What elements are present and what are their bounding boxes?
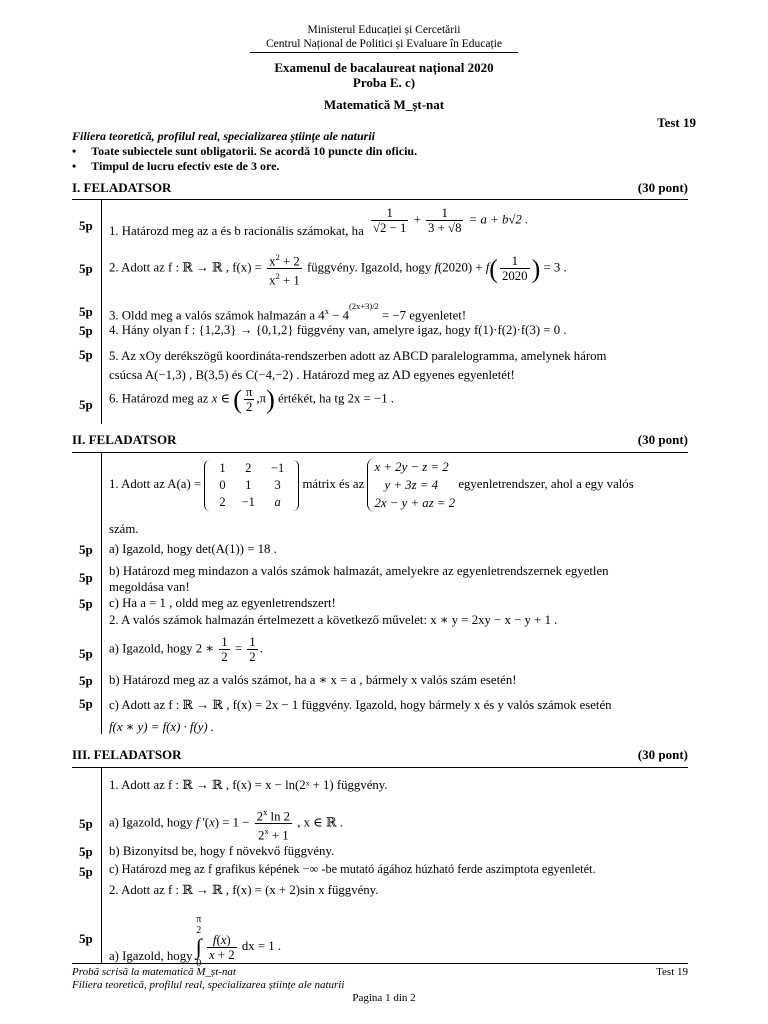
s2-points-c: 5p	[79, 596, 93, 611]
s2-points-2a: 5p	[79, 646, 93, 661]
s2-item-2a: a) Igazold, hogy 2 ∗ $\frac{1}{2}$ = $\frac{1}{2}$ .	[109, 635, 263, 664]
s2-points-b: 5p	[79, 570, 93, 585]
s3-item-b: b) Bizonyítsd be, hogy f növekvő függvény.	[109, 844, 335, 858]
s1-item-5: 5. Az xOy derékszögű koordináta-rendszerben adott az ABCD paralelogramma, amelynek három csúcsa A(−1,3) , B(3,5) és C(−4,−2) . Határozd meg az AD egyenes egyenletét!	[109, 349, 607, 382]
s2-item-a: a) Igazold, hogy det(A(1)) = 18 .	[109, 542, 277, 556]
s2-points-2b: 5p	[79, 673, 93, 688]
section-1-header: I. FELADATSOR (30 pont)	[72, 180, 688, 195]
s2-item-2c: c) Adott az f : ℝ → ℝ , f(x) = 2x − 1 függvény. Igazold, hogy bármely x és y valós számok esetén f(x ∗ y) = f(x) · f(y) .	[109, 698, 612, 734]
s1-points-2: 5p	[79, 261, 93, 276]
s2-points-a: 5p	[79, 542, 93, 557]
bullet-2: • Timpul de lucru efectiv este de 3 ore.	[72, 159, 280, 173]
s3-question-1: 1. Adott az f : ℝ → ℝ , f(x) = x − ln(2ˣ + 1) függvény.	[109, 778, 388, 792]
equation-system: x + 2y − z = 2 y + 3z = 4 2x − y + az = 2	[367, 458, 455, 512]
s2-question-1: 1. Adott az A(a) = 1 2 −1 0 1 3 2 −1 a mátrix és az x + 2y − z = 2 y + 3z = 4 2x − y + az = 2 egyenletrendszer, ahol a egy valós	[109, 460, 634, 510]
s1-points-4: 5p	[79, 323, 93, 338]
section-3-vline	[101, 767, 102, 963]
integral-sign: π 2 ∫ 0	[195, 914, 202, 969]
s3-points-2a: 5p	[79, 931, 93, 946]
header-divider	[250, 52, 518, 53]
exam-title: Examenul de bacalaureat național 2020	[274, 60, 494, 75]
s1-points-5: 5p	[79, 347, 93, 362]
section-2-rule	[72, 452, 688, 453]
s1-points-1: 5p	[79, 218, 93, 233]
s3-points-a: 5p	[79, 816, 93, 831]
s2-q1-line2: szám.	[109, 522, 139, 536]
filiera-text: Filiera teoretică, profilul real, specializarea științe ale naturii	[72, 129, 375, 143]
section-2-header: II. FELADATSOR (30 pont)	[72, 432, 688, 447]
section-2-vline	[101, 452, 102, 734]
s1-item-6: 6. Határozd meg az x ∈ ( $\frac{\pi}{2}$ ,π) értékét, ha tg 2x = −1 .	[109, 385, 395, 414]
s1-item-4: 4. Hány olyan f : {1,2,3} → {0,1,2} függvény van, amelyre igaz, hogy f(1)·f(2)·f(3) = 0 .	[109, 323, 567, 337]
s3-points-b: 5p	[79, 844, 93, 859]
s1-item-2: 2. Adott az f : ℝ → ℝ , f(x) = $\frac{x^2 + 2}{x^2 + 1}$ függvény. Igazold, hogy f(2020) + f( $\frac{1}{2020}$ ) = 3 .	[109, 252, 567, 288]
bullet-1: • Toate subiectele sunt obligatorii. Se acordă 10 puncte din oficiu.	[72, 144, 418, 158]
footer-line-2: Filiera teoretică, profilul real, specializarea științe ale naturii	[72, 979, 345, 991]
s3-points-c: 5p	[79, 864, 93, 879]
footer-line-1: Probă scrisă la matematică M_șt-nat Test 19	[72, 966, 688, 978]
matrix-a: 1 2 −1 0 1 3 2 −1 a	[204, 460, 299, 511]
s1-points-6: 5p	[79, 397, 93, 412]
s1-item-1: 1. Határozd meg az a és b racionális számokat, ha $\frac{1}{√2 - 1}$ + $\frac{1}{3 + √8}$ = a + b√2 .	[109, 206, 529, 239]
s2-item-2b: b) Határozd meg az a valós számot, ha a ∗ x = a , bármely x valós szám esetén!	[109, 673, 517, 687]
s2-item-c: c) Ha a = 1 , oldd meg az egyenletrendszert!	[109, 596, 336, 610]
section-3-header: III. FELADATSOR (30 pont)	[72, 747, 688, 762]
footer-rule	[72, 963, 688, 964]
page-number: Pagina 1 din 2	[352, 992, 416, 1004]
s3-question-2: 2. Adott az f : ℝ → ℝ , f(x) = (x + 2)sin x függvény.	[109, 883, 379, 897]
section-1-rule	[72, 199, 688, 200]
s2-item-b: b) Határozd meg mindazon a valós számok halmazát, amelyekre az egyenletrendszernek egyetlen megoldása van!	[109, 564, 609, 594]
s2-points-2c: 5p	[79, 696, 93, 711]
s1-points-3: 5p	[79, 304, 93, 319]
s1-item-3: 3. Oldd meg a valós számok halmazán a $4^x - 4^{(2x+3)/2} = -7$ egyenletet!	[109, 301, 467, 323]
ministry-name: Ministerul Educației și Cercetării	[307, 24, 461, 36]
center-name: Centrul Național de Politici și Evaluare în Educație	[265, 38, 502, 50]
section-1-vline	[101, 199, 102, 424]
s3-item-c: c) Határozd meg az f grafikus képének −∞ -be mutató ágához húzható ferde aszimptota egyenletét.	[109, 862, 596, 876]
s3-item-a: a) Igazold, hogy f '(x) = 1 − $\frac{2^x \ln 2}{2^x + 1}$ , x ∈ ℝ .	[109, 807, 343, 843]
section-3-rule	[72, 767, 688, 768]
proba-title: Proba E. c)	[352, 75, 416, 90]
s2-question-2: 2. A valós számok halmazán értelmezett a következő művelet: x ∗ y = 2xy − x − y + 1 .	[109, 613, 558, 627]
test-number: Test 19	[657, 115, 696, 130]
s3-item-2a: a) Igazold, hogy π 2 ∫ 0 $\frac{f(x)}{x + 2}$ dx = 1 .	[109, 914, 282, 969]
subject-title: Matematică M_șt-nat	[323, 97, 445, 112]
